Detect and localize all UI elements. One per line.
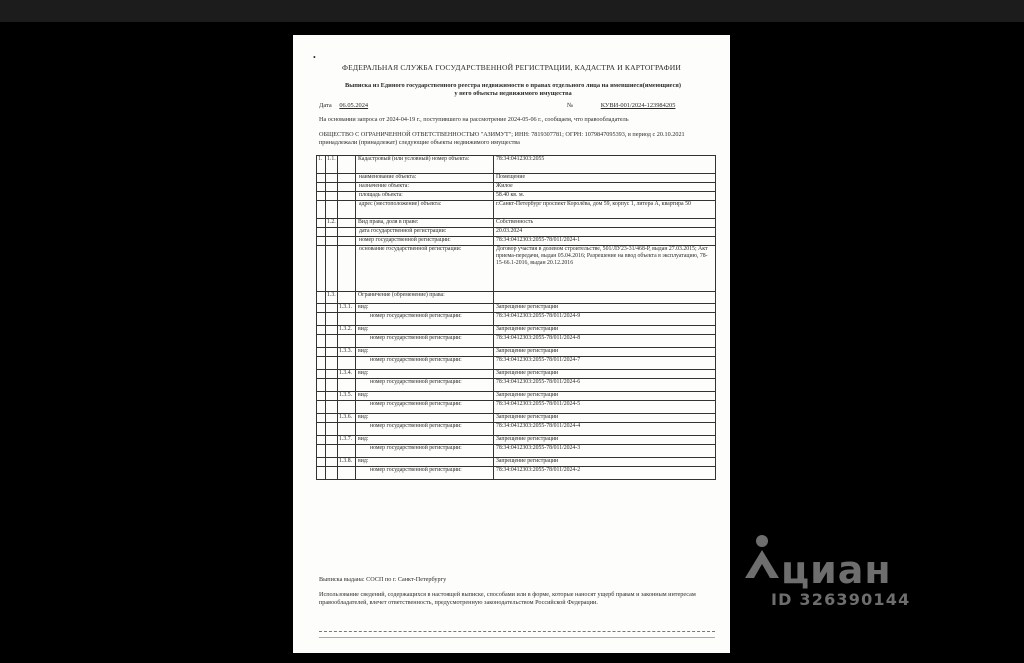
page-mark: • [313,53,316,62]
table-row [317,436,716,445]
row-label: Вид права, доля в праве: [356,219,494,228]
row-label: номер государственной регистрации: [356,313,494,326]
row-index-2 [326,201,338,219]
table-row [317,156,716,174]
row-value: 78:34:0412303:2055-78/011/2024-1 [494,237,716,246]
number-label: № [567,102,574,109]
row-label: номер государственной регистрации: [356,379,494,392]
row-label: номер государственной регистрации: [356,423,494,436]
row-label: вид: [356,458,494,467]
row-index-3 [338,183,356,192]
subtitle-line-2: у него объекты недвижимого имущества [454,90,572,97]
row-index-1 [317,174,326,183]
row-index-1 [317,379,326,392]
table-row [317,414,716,423]
bottom-dashed-line [319,631,715,632]
row-label: площадь объекта: [356,192,494,201]
row-label: вид: [356,392,494,401]
row-value: 78:34:0412303:2055 [494,156,716,174]
table-row [317,370,716,379]
row-index-3: 1.3.1. [338,304,356,313]
cian-brand: циан [781,548,892,592]
cian-person-icon [745,534,779,582]
row-index-3: 1.3.8. [338,458,356,467]
row-index-2 [326,304,338,313]
row-value: Жилое [494,183,716,192]
table-row [317,313,716,326]
table-row [317,467,716,480]
row-index-1: 1. [317,156,326,174]
row-index-2 [326,237,338,246]
row-index-1 [317,326,326,335]
table-row [317,228,716,237]
row-value [494,292,716,304]
table-row [317,304,716,313]
row-index-3 [338,292,356,304]
table-row [317,326,716,335]
row-index-1 [317,304,326,313]
row-index-2 [326,445,338,458]
row-value: Запрещение регистрации [494,392,716,401]
row-index-2 [326,357,338,370]
table-row [317,192,716,201]
row-index-3: 1.3.5. [338,392,356,401]
table-row [317,357,716,370]
owner-text: ОБЩЕСТВО С ОГРАНИЧЕННОЙ ОТВЕТСТВЕННОСТЬЮ "АЗИМУТ"; ИНН: 7819307781; ОГРН: 1079847095393, в период с 20.10.2021 принадлежали (принадлежат) следующие объекты недвижимого имущества [319,131,685,146]
row-value: Запрещение регистрации [494,326,716,335]
row-value: 78:34:0412303:2055-78/011/2024-3 [494,445,716,458]
table-row [317,392,716,401]
row-value: 78:34:0412303:2055-78/011/2024-8 [494,335,716,348]
table-row [317,174,716,183]
row-index-3: 1.3.4. [338,370,356,379]
usage-text: Использование сведений, содержащихся в настоящей выписке, способами или в форме, которые наносят ущерб правам и законным интересам правообладателей, влечет ответственность, предусмотренную законодательством Российской Федерации. [319,591,696,606]
row-label: основание государственной регистрации: [356,246,494,292]
row-label: вид: [356,326,494,335]
row-index-1 [317,357,326,370]
row-label: вид: [356,370,494,379]
table-row [317,237,716,246]
row-index-2 [326,458,338,467]
row-index-3 [338,335,356,348]
row-index-1 [317,436,326,445]
row-index-2 [326,192,338,201]
row-label: наименование объекта: [356,174,494,183]
row-index-3 [338,228,356,237]
cian-watermark [745,534,915,609]
row-index-3: 1.3.6. [338,414,356,423]
row-index-2 [326,467,338,480]
row-index-3 [338,379,356,392]
row-value: 78:34:0412303:2055-78/011/2024-6 [494,379,716,392]
row-index-3 [338,313,356,326]
row-label: номер государственной регистрации: [356,335,494,348]
row-index-3 [338,357,356,370]
issued-text: Выписка выдана: СОСП по г. Санкт-Петербургу [319,576,447,583]
row-index-2: 1.1. [326,156,338,174]
row-value: 78:34:0412303:2055-78/011/2024-5 [494,401,716,414]
row-value: г.Санкт-Петербург проспект Королёва, дом 59, корпус 1, литера А, квартира 50 [494,201,716,219]
row-index-3 [338,201,356,219]
row-value: Запрещение регистрации [494,414,716,423]
property-table [316,155,716,480]
row-label: адрес (местоположение) объекта: [356,201,494,219]
row-index-3 [338,174,356,183]
row-value: 20.03.2024 [494,228,716,237]
row-value: 78:34:0412303:2055-78/011/2024-9 [494,313,716,326]
row-label: вид: [356,414,494,423]
subtitle-line-1: Выписка из Единого государственного реестра недвижимости о правах отдельного лица на имевшиеся(имеющиеся) [344,82,682,89]
row-label: Кадастровый (или условный) номер объекта: [356,156,494,174]
row-index-2 [326,246,338,292]
row-label: Ограничение (обременение) права: [356,292,494,304]
date-line [319,102,368,109]
table-row [317,423,716,436]
bottom-line [319,637,715,638]
row-index-1 [317,458,326,467]
table-row [317,445,716,458]
row-value: Помещение [494,174,716,183]
table-row [317,379,716,392]
row-index-3 [338,237,356,246]
row-index-1 [317,192,326,201]
row-value: Запрещение регистрации [494,304,716,313]
row-value: Договор участия в долевом строительстве, 501/ЛУ23-31/468-Р, выдан 27.03.2015; Акт приема-передачи, выдан 05.04.2016; Разрешение на ввод объекта в эксплуатацию, 78-15-66.1-2016, выдан 20.12.2016 [494,246,716,292]
row-index-3 [338,156,356,174]
row-label: вид: [356,304,494,313]
row-value: 58.40 кв. м. [494,192,716,201]
row-label: номер государственной регистрации: [356,237,494,246]
basis-text: На основании запроса от 2024-04-19 г., поступившего на рассмотрение 2024-05-06 г., сообщаем, что правообладатель [319,116,629,123]
table-row [317,348,716,357]
row-index-2 [326,379,338,392]
row-index-1 [317,423,326,436]
row-index-3 [338,246,356,292]
table-row [317,335,716,348]
row-index-1 [317,237,326,246]
row-index-3: 1.3.7. [338,436,356,445]
row-index-1 [317,246,326,292]
table-row [317,201,716,219]
date-label: Дата [319,102,332,109]
table-row [317,219,716,228]
row-index-3 [338,423,356,436]
row-index-1 [317,201,326,219]
row-label: номер государственной регистрации: [356,467,494,480]
row-value: 78:34:0412303:2055-78/011/2024-4 [494,423,716,436]
row-index-2 [326,335,338,348]
row-index-1 [317,292,326,304]
table-row [317,292,716,304]
number-value: КУВИ-001/2024-123984205 [600,102,676,109]
row-value: Запрещение регистрации [494,348,716,357]
row-index-2 [326,423,338,436]
row-index-2 [326,174,338,183]
row-index-1 [317,445,326,458]
table-row [317,246,716,292]
row-index-3 [338,401,356,414]
row-index-1 [317,313,326,326]
row-index-2 [326,436,338,445]
date-value: 06.05.2024 [339,102,369,109]
listing-id: ID 326390144 [771,590,911,609]
row-label: дата государственной регистрации: [356,228,494,237]
row-index-3: 1.3.3. [338,348,356,357]
table-row [317,401,716,414]
document-title: ФЕДЕРАЛЬНАЯ СЛУЖБА ГОСУДАРСТВЕННОЙ РЕГИСТРАЦИИ, КАДАСТРА И КАРТОГРАФИИ [341,63,682,72]
row-index-2 [326,414,338,423]
number-line [567,102,675,109]
row-label: номер государственной регистрации: [356,445,494,458]
row-index-2 [326,401,338,414]
row-index-3 [338,192,356,201]
row-index-1 [317,228,326,237]
row-value: Запрещение регистрации [494,370,716,379]
row-index-1 [317,335,326,348]
row-index-2 [326,228,338,237]
row-index-1 [317,219,326,228]
row-value: 78:34:0412303:2055-78/011/2024-7 [494,357,716,370]
document-subtitle [313,82,713,98]
document-page [293,35,730,653]
row-value: Собственность [494,219,716,228]
row-index-2 [326,370,338,379]
row-index-3 [338,467,356,480]
row-label: вид: [356,436,494,445]
row-value: Запрещение регистрации [494,436,716,445]
row-label: вид: [356,348,494,357]
row-index-1 [317,370,326,379]
row-index-1 [317,467,326,480]
row-index-2 [326,348,338,357]
row-index-2 [326,313,338,326]
row-index-1 [317,401,326,414]
row-index-2 [326,183,338,192]
row-value: Запрещение регистрации [494,458,716,467]
row-index-2: 1.2. [326,219,338,228]
row-index-2 [326,392,338,401]
row-value: 78:34:0412303:2055-78/011/2024-2 [494,467,716,480]
table-row [317,458,716,467]
row-index-1 [317,348,326,357]
row-index-3 [338,219,356,228]
top-bar [0,0,1024,22]
row-label: назначение объекта: [356,183,494,192]
row-index-1 [317,414,326,423]
row-index-2: 1.3. [326,292,338,304]
row-label: номер государственной регистрации: [356,401,494,414]
row-label: номер государственной регистрации: [356,357,494,370]
table-row [317,183,716,192]
row-index-1 [317,392,326,401]
row-index-2 [326,326,338,335]
row-index-3: 1.3.2. [338,326,356,335]
row-index-1 [317,183,326,192]
row-index-3 [338,445,356,458]
